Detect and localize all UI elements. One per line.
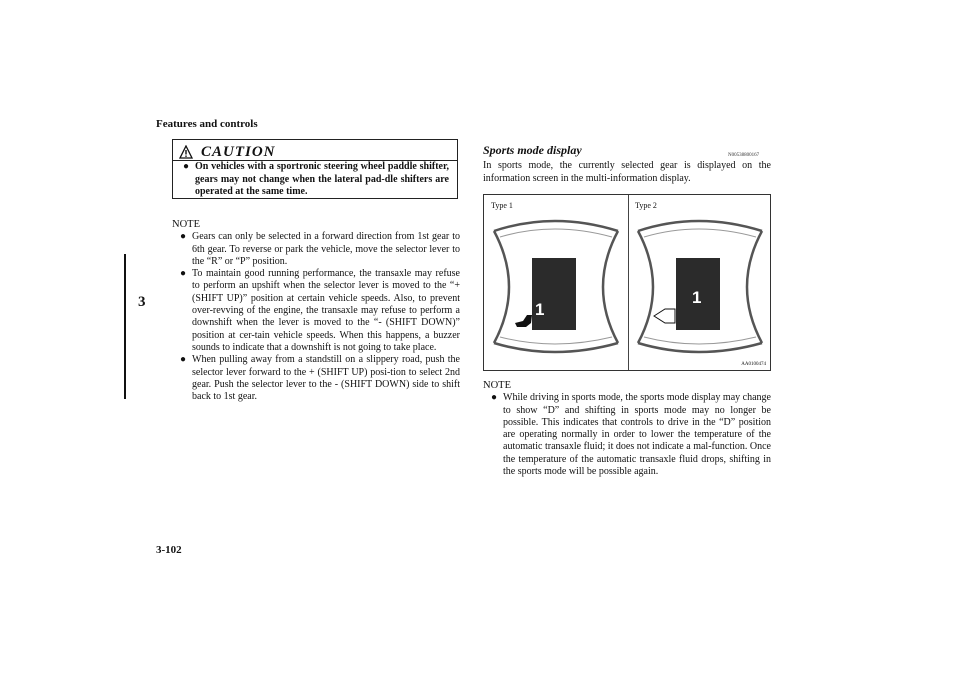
bullet-icon: ● bbox=[491, 392, 498, 404]
note-item-text: To maintain good running performance, the transaxle may refuse to perform an upshift when the selector lever is moved to the “+ (SHIFT UP)” position at certain vehicle speeds. Also, to prevent over-revving of the engine, the transaxle may refuse to perform a downshift when the lever is moved to the “- (SHIFT DOWN)” position at cer-tain vehicle speeds. When this happens, a buzzer sounds to indicate that a downshift is not going to take place. bbox=[192, 268, 460, 353]
note-right bbox=[483, 380, 771, 478]
page-header-title: Features and controls bbox=[156, 118, 258, 130]
caution-item-text: On vehicles with a sportronic steering wheel paddle shifter, gears may not change when the lateral pad-dle shifters are operated at the same time. bbox=[195, 161, 449, 198]
section-intro: In sports mode, the currently selected gear is displayed on the information screen in the multi-information display. bbox=[483, 160, 771, 184]
chapter-tab-bar bbox=[124, 254, 126, 399]
note-item-text: When pulling away from a standstill on a slippery road, push the selector lever forward to the + (SHIFT UP) posi-tion to select 2nd gear. Push the selector lever to the - (SHIFT DOWN) side to shift back to 1st gear. bbox=[192, 354, 460, 403]
type1-hand-icon bbox=[515, 315, 532, 327]
note-left bbox=[172, 219, 460, 403]
sports-mode-figure bbox=[483, 194, 771, 371]
note-item-text: While driving in sports mode, the sports mode display may change to show “D” and shifting in sports mode may no longer be possible. This indicates that controls to drive in the “D” position are operating normally in order to lower the temperature of the automatic transaxle fluid; it does not indicate a mal-function. Once the temperature of the automatic transaxle fluid drops, shifting in the sports mode will be possible again. bbox=[503, 392, 771, 478]
bullet-icon: ● bbox=[180, 231, 187, 243]
note-item bbox=[180, 268, 460, 354]
type2-hand-icon bbox=[654, 309, 675, 323]
note-item bbox=[180, 354, 460, 403]
note-item-text: Gears can only be selected in a forward direction from 1st gear to 6th gear. To reverse or park the vehicle, move the selector lever to the “R” or “P” position. bbox=[192, 231, 460, 267]
figure-label-type2: Type 2 bbox=[635, 201, 657, 210]
chapter-tab-number: 3 bbox=[138, 294, 146, 310]
caution-body bbox=[183, 161, 449, 199]
instrument-cluster-illustration bbox=[484, 195, 772, 372]
bullet-icon: ● bbox=[180, 354, 187, 366]
note-item bbox=[491, 392, 771, 478]
note-label: NOTE bbox=[172, 219, 200, 230]
type2-gear-indicator: 1 bbox=[692, 288, 702, 307]
caution-item bbox=[183, 161, 449, 199]
figure-code: AA0100474 bbox=[741, 362, 766, 367]
warning-triangle-icon bbox=[179, 145, 193, 159]
page-number: 3-102 bbox=[156, 544, 182, 556]
type1-gear-indicator: 1 bbox=[535, 300, 545, 319]
section-code: N00538800167 bbox=[728, 153, 760, 158]
caution-title: CAUTION bbox=[201, 143, 276, 160]
section-title: Sports mode display bbox=[483, 143, 582, 157]
figure-label-type1: Type 1 bbox=[491, 201, 513, 210]
note-label: NOTE bbox=[483, 380, 511, 391]
bullet-icon: ● bbox=[180, 268, 187, 280]
note-item bbox=[180, 231, 460, 268]
bullet-icon: ● bbox=[183, 161, 190, 172]
caution-header bbox=[179, 143, 276, 161]
caution-box bbox=[172, 139, 458, 199]
